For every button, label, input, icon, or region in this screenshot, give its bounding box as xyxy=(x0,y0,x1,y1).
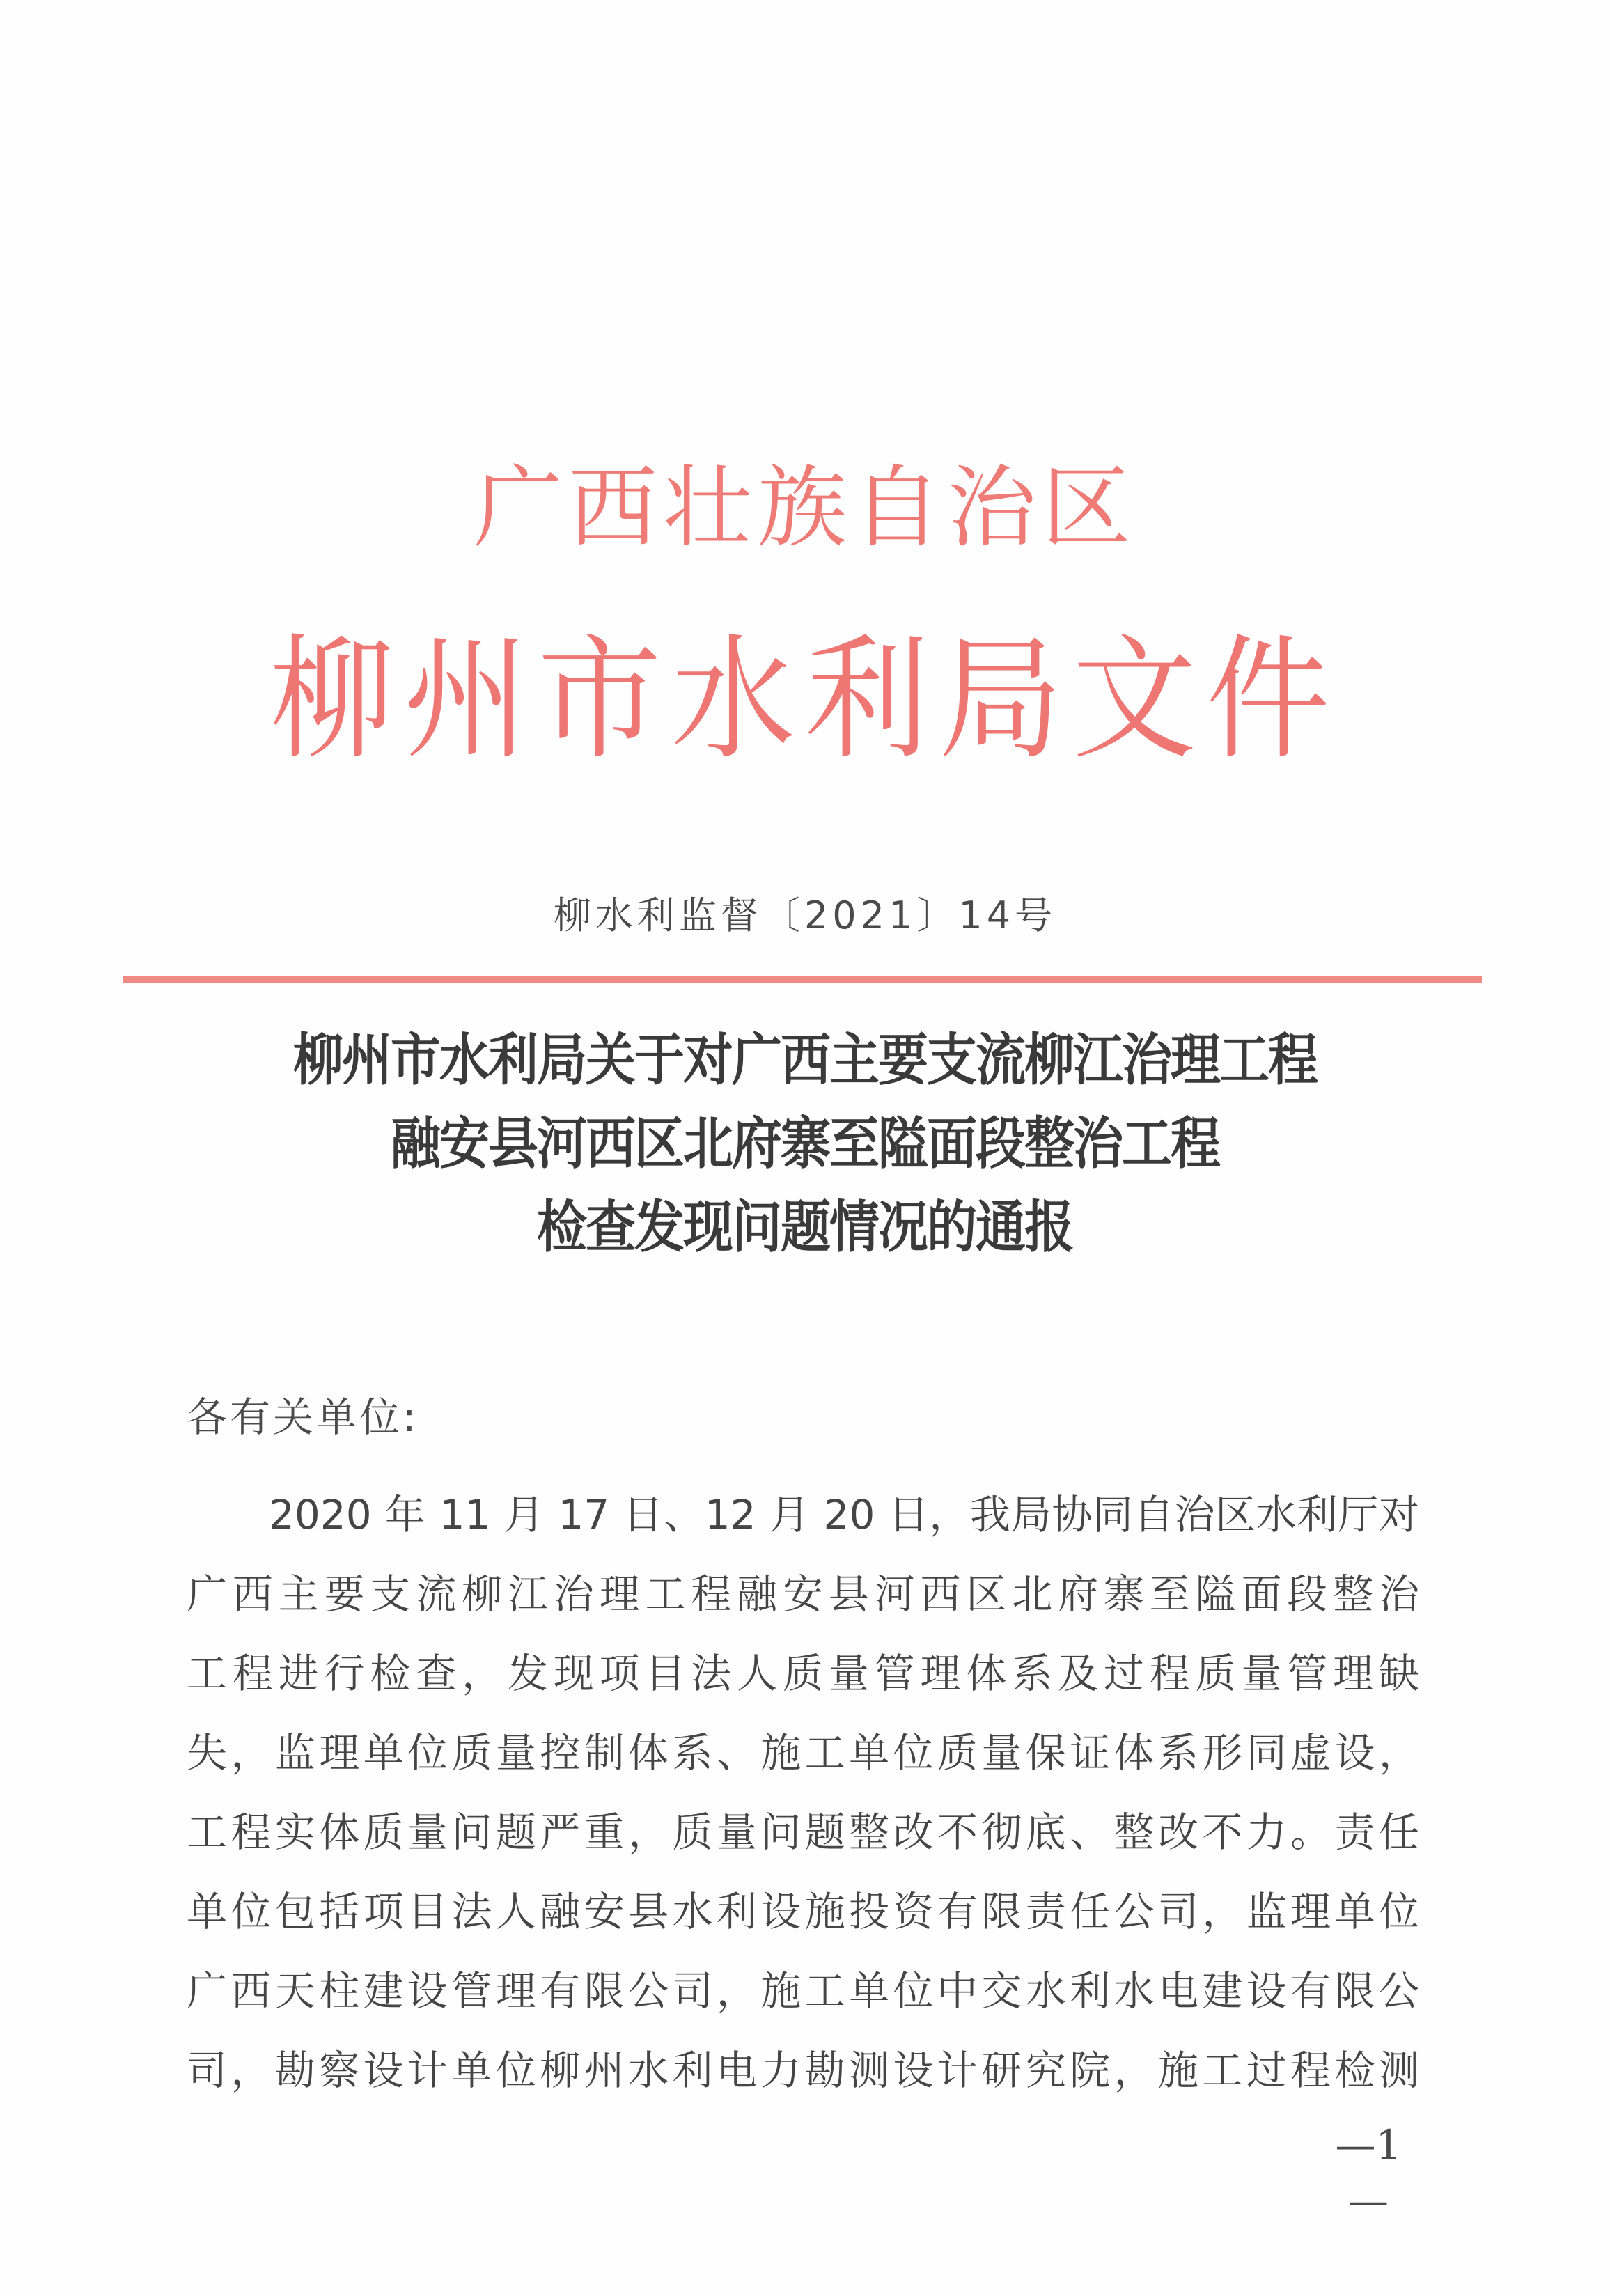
body-line: 广西主要支流柳江治理工程融安县河西区北府寨至隘面段整治 xyxy=(187,1570,1419,1618)
body-line: 司，勘察设计单位柳州水利电力勘测设计研究院，施工过程检测 xyxy=(187,2047,1419,2094)
document-number: 柳水利监督〔2021〕14号 xyxy=(553,893,1057,937)
body-text xyxy=(187,1475,1419,2110)
body-line: 单位包括项目法人融安县水利设施投资有限责任公司，监理单位 xyxy=(187,1888,1419,1935)
title-line: 检查发现问题情况的通报 xyxy=(536,1193,1073,1260)
title-line: 融安县河西区北府寨至隘面段整治工程 xyxy=(390,1109,1219,1177)
red-separator-rule xyxy=(123,976,1482,983)
body-line: 2020 年 11 月 17 日、12 月 20 日，我局协同自治区水利厅对 xyxy=(269,1491,1419,1538)
document-title xyxy=(0,1018,1610,1269)
agency-document-header: 柳州市水利局文件 xyxy=(270,621,1340,778)
issuing-region-header: 广西壮族自治区 xyxy=(473,456,1136,560)
title-line: 柳州市水利局关于对广西主要支流柳江治理工程 xyxy=(292,1026,1317,1093)
page-number: —1— xyxy=(1335,2121,1402,2224)
body-line: 工程进行检查，发现项目法人质量管理体系及过程质量管理缺 xyxy=(187,1650,1419,1697)
body-line: 广西天柱建设管理有限公司，施工单位中交水利水电建设有限公 xyxy=(187,1967,1419,2015)
salutation: 各有关单位: xyxy=(187,1393,419,1441)
body-line: 失，监理单位质量控制体系、施工单位质量保证体系形同虚设， xyxy=(187,1729,1419,1776)
body-line: 工程实体质量问题严重，质量问题整改不彻底、整改不力。责任 xyxy=(187,1809,1419,1856)
